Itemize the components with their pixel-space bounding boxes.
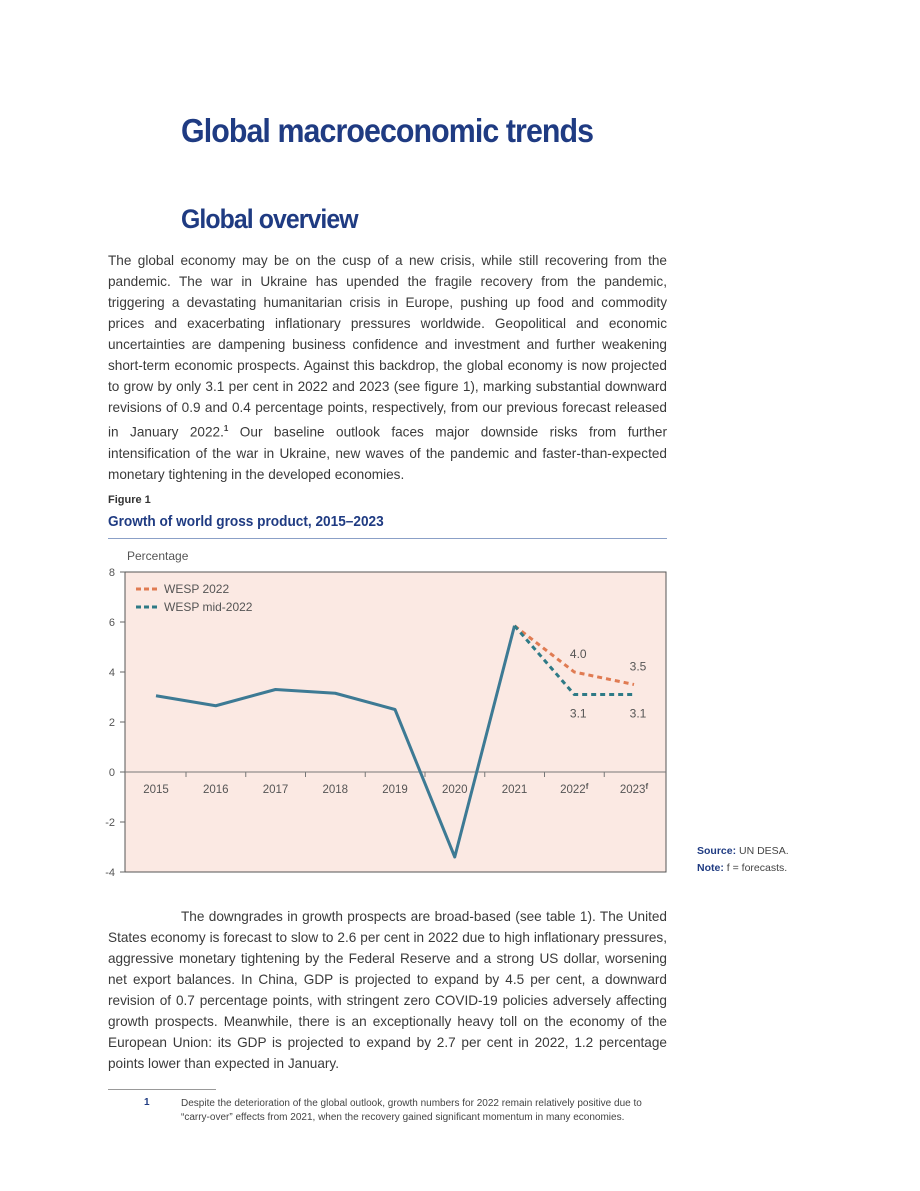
note-label: Note: bbox=[697, 862, 724, 874]
note-text: f = forecasts. bbox=[726, 862, 788, 874]
plot-area bbox=[125, 572, 666, 872]
footnote-number: 1 bbox=[144, 1097, 150, 1108]
gdp-growth-chart bbox=[100, 545, 675, 885]
x-tick-label: 2016 bbox=[202, 784, 229, 796]
figure-note bbox=[697, 862, 787, 874]
data-label: 3.1 bbox=[569, 706, 587, 721]
x-tick-label: 2020 bbox=[441, 784, 468, 796]
data-label: 4.0 bbox=[569, 647, 587, 661]
x-tick-label: 2021 bbox=[501, 784, 528, 796]
figure-title-rule bbox=[108, 538, 667, 539]
footnote-text: Despite the deterioration of the global outlook, growth numbers for 2022 remain relatively positive due to “carry-over” effects from 2021, when the recovery gained significant momentum in many economies. bbox=[181, 1098, 642, 1123]
y-tick-label: 6 bbox=[108, 617, 115, 629]
data-label: 3.5 bbox=[629, 659, 647, 674]
y-axis-label: Percentage bbox=[127, 549, 189, 563]
x-tick-label: 2018 bbox=[322, 784, 349, 796]
y-tick-label: 2 bbox=[108, 717, 115, 729]
forecast-marker: f bbox=[645, 781, 649, 791]
source-label: Source: bbox=[697, 845, 737, 857]
y-tick-label: -2 bbox=[105, 817, 115, 829]
figure-label: Figure 1 bbox=[108, 494, 151, 506]
y-tick-label: 4 bbox=[108, 667, 115, 679]
x-tick-label: 2017 bbox=[262, 784, 289, 796]
data-label: 3.1 bbox=[629, 706, 647, 721]
legend-label: WESP 2022 bbox=[164, 582, 230, 596]
footnote-reference[interactable]: 1 bbox=[223, 424, 229, 433]
section-title: Global overview bbox=[181, 204, 358, 234]
x-tick-label: 2023$^f$ bbox=[619, 781, 649, 796]
y-tick-label: 8 bbox=[108, 567, 115, 579]
x-tick-label: 2019 bbox=[382, 784, 408, 796]
forecast-marker: f bbox=[585, 781, 589, 791]
y-tick-label: -4 bbox=[105, 867, 115, 879]
legend-label: WESP mid-2022 bbox=[164, 600, 253, 614]
intro-text: The global economy may be on the cusp of a new crisis, while still recovering from the pandemic. The war in Ukraine has upended the fragile recovery from the pandemic, triggering a devastating humanitarian crisis in Europe, pushing up food and commodity prices and exacerbating inflationary pressures worldwide. Geopolitical and economic uncertainties are dampening business confidence and investment and further weakening short-term economic prospects. Against this backdrop, the global economy is now projected to grow by only 3.1 per cent in 2022 and 2023 (see figure 1), marking substantial downward revisions of 0.9 and 0.4 percentage points, respectively, from our previous forecast released in January 2022. bbox=[108, 253, 667, 440]
footnote-rule bbox=[108, 1089, 216, 1090]
body-paragraph: The downgrades in growth prospects are broad-based (see table 1). The United States economy is forecast to slow to 2.6 per cent in 2022 due to high inflationary pressures, aggressive monetary tightening by the Federal Reserve and a strong US dollar, worsening net export balances. In China, GDP is projected to expand by 4.5 per cent, a downward revision of 0.7 percentage points, with stringent zero COVID-19 policies adversely affecting growth prospects. Meanwhile, there is an exceptionally heavy toll on the economy of the European Union: its GDP is projected to expand by 2.7 per cent in 2022, 1.2 percentage points lower than expected in January. bbox=[108, 909, 667, 1071]
page-title: Global macroeconomic trends bbox=[181, 112, 594, 149]
figure-title: Growth of world gross product, 2015–2023 bbox=[108, 514, 384, 530]
figure-source bbox=[697, 845, 789, 857]
x-tick-label: 2015 bbox=[143, 784, 169, 796]
x-tick-label: 2022$^f$ bbox=[560, 781, 589, 796]
intro-text-continued: Our baseline outlook faces major downside risks from further intensification of the war in Ukraine, new waves of the pandemic and faster-than-expected monetary tightening in the developed economies. bbox=[108, 424, 667, 482]
y-tick-label: 0 bbox=[108, 767, 115, 779]
source-text: UN DESA. bbox=[739, 845, 789, 857]
intro-paragraph bbox=[108, 250, 667, 485]
